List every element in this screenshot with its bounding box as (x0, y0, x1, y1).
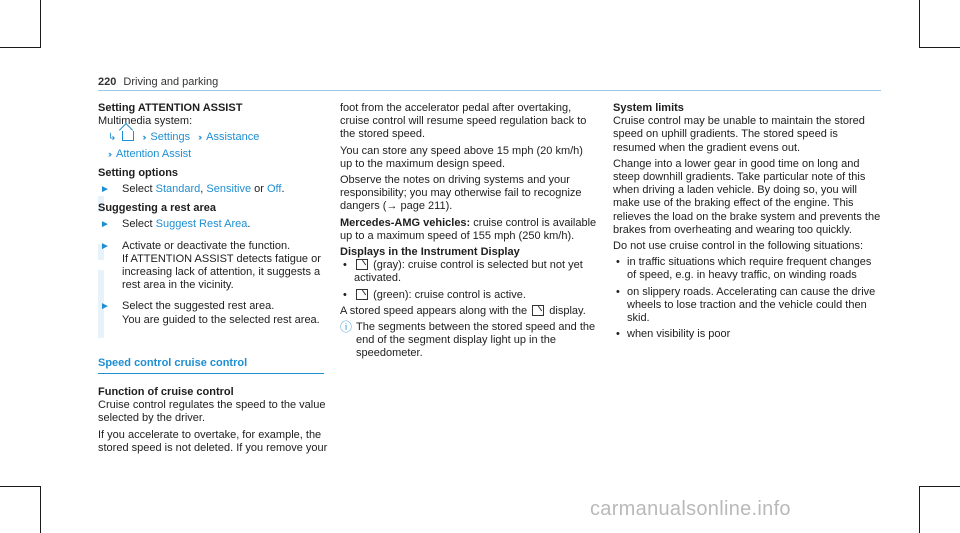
column-left (98, 102, 330, 458)
crop-mark (919, 47, 960, 48)
function-paragraph-1: Cruise control regulates the speed to the value selected by the driver. (98, 399, 326, 425)
store-speed-paragraph: You can store any speed above 15 mph (20 km/h) up to the maximum design speed. (340, 144, 583, 170)
option-suggest-rest-area: Suggest Rest Area (155, 218, 248, 231)
arrow-icon: ↳ (108, 132, 117, 144)
limits-list (613, 256, 883, 341)
limits-paragraph-3: Do not use cruise control in the following situations: (613, 240, 864, 253)
info-note (340, 321, 598, 361)
limits-paragraph-1: Cruise control may be unable to maintain the stored speed on uphill gradients. The stored speed is resumed when the gradient evens out. (613, 115, 865, 154)
suggest-rest-area-heading: Suggesting a rest area (98, 202, 216, 215)
function-paragraph-2: If you accelerate to overtake, for example, the stored speed is not deleted. If you remove your (98, 428, 328, 454)
crop-mark (919, 486, 960, 487)
step-arrow-icon: ► (100, 219, 110, 231)
cruise-control-icon (356, 289, 368, 300)
option-off: Off (266, 183, 282, 196)
step-select-suggested: ► Select the suggested rest area. You are guided to the selected rest area. (100, 300, 320, 326)
step-activate (98, 240, 330, 293)
step-arrow-icon: ► (100, 240, 110, 252)
step-select-option: ► Select Standard, Sensitive or Off. (100, 183, 285, 196)
crop-mark (40, 0, 41, 47)
cruise-control-icon (356, 259, 368, 270)
attention-assist-heading: Setting ATTENTION ASSIST (98, 102, 243, 114)
guided-text: You are guided to the selected rest area. (122, 313, 320, 326)
path-settings: Settings (150, 131, 191, 144)
observe-paragraph: Observe the notes on driving systems and your responsibility; you may otherwise fail to recognize dangers (→ page 211). (340, 174, 582, 213)
amg-label: Mercedes-AMG vehicles: (340, 216, 471, 229)
header-divider (98, 90, 881, 91)
cruise-control-icon (532, 305, 544, 316)
setting-options-heading: Setting options (98, 166, 179, 179)
limits-paragraph-2: Change into a lower gear in good time on long and steep downhill gradients. Take particular note of this when driving a laden vehicle. By doing so, you will make use of the braking effect of the engine. This relieves the load on the brake system and prevents the brakes from overheating and wearing too quickly. (613, 157, 881, 236)
crop-mark (0, 486, 41, 487)
page-number: 220 (98, 76, 117, 88)
step-arrow-icon: ► (100, 301, 110, 313)
list-item: • in traffic situations which require frequent changes of speed, e.g. in heavy traffic, on winding roads (613, 256, 883, 282)
amg-paragraph: Mercedes-AMG vehicles: cruise control is available up to a maximum speed of 155 mph (250 km/h). (340, 216, 597, 242)
list-item: • on slippery roads. Accelerating can cause the drive wheels to lose traction and the vehicle could then skid. (613, 286, 883, 326)
list-item: • when visibility is poor (613, 328, 883, 341)
system-limits-heading: System limits (613, 102, 684, 114)
watermark: carmanualsonline.info (590, 498, 791, 520)
step-arrow-icon: ► (100, 184, 110, 196)
path-attention-assist: Attention Assist (116, 147, 192, 160)
chapter-title: Driving and parking (123, 76, 219, 88)
column-right (613, 102, 883, 344)
chevron-double-icon: ›› (198, 132, 201, 143)
function-heading: Function of cruise control (98, 386, 234, 399)
stored-speed-paragraph: A stored speed appears along with the display. (340, 304, 586, 317)
activate-line: Activate or deactivate the function. (122, 239, 291, 252)
crop-mark (919, 0, 920, 47)
option-standard: Standard (155, 183, 201, 196)
resume-paragraph: foot from the accelerator pedal after overtaking, cruise control will resume speed regulation back to the stored speed. (340, 102, 587, 141)
home-icon (122, 131, 134, 141)
menu-path (98, 131, 330, 144)
list-item: • (gray): cruise control is selected but not yet activated. (340, 259, 598, 285)
path-assistance: Assistance (206, 131, 260, 144)
activate-detail: If ATTENTION ASSIST detects fatigue or increasing lack of attention, it suggests a rest area in the vicinity. (122, 252, 321, 292)
speed-control-section-title: Speed control cruise control (98, 357, 324, 374)
displays-heading: Displays in the Instrument Display (340, 246, 520, 259)
crop-mark (919, 486, 920, 533)
crop-mark (0, 47, 41, 48)
chevron-double-icon: ›› (108, 148, 110, 159)
page-header (98, 76, 218, 89)
crop-mark (40, 486, 41, 533)
note-text: The segments between the stored speed and the end of the segment display light up in the speedometer. (356, 321, 596, 360)
chevron-double-icon: ›› (142, 132, 145, 143)
multimedia-label: Multimedia system: (98, 115, 193, 128)
info-icon: ⓘ (340, 320, 353, 335)
menu-path-continued (98, 148, 330, 161)
column-middle (340, 102, 598, 361)
step-suggest-rest-area: ► Select Suggest Rest Area. (100, 218, 251, 231)
display-list (340, 259, 598, 302)
option-sensitive: Sensitive (206, 183, 252, 196)
list-item: • (green): cruise control is active. (340, 289, 598, 302)
